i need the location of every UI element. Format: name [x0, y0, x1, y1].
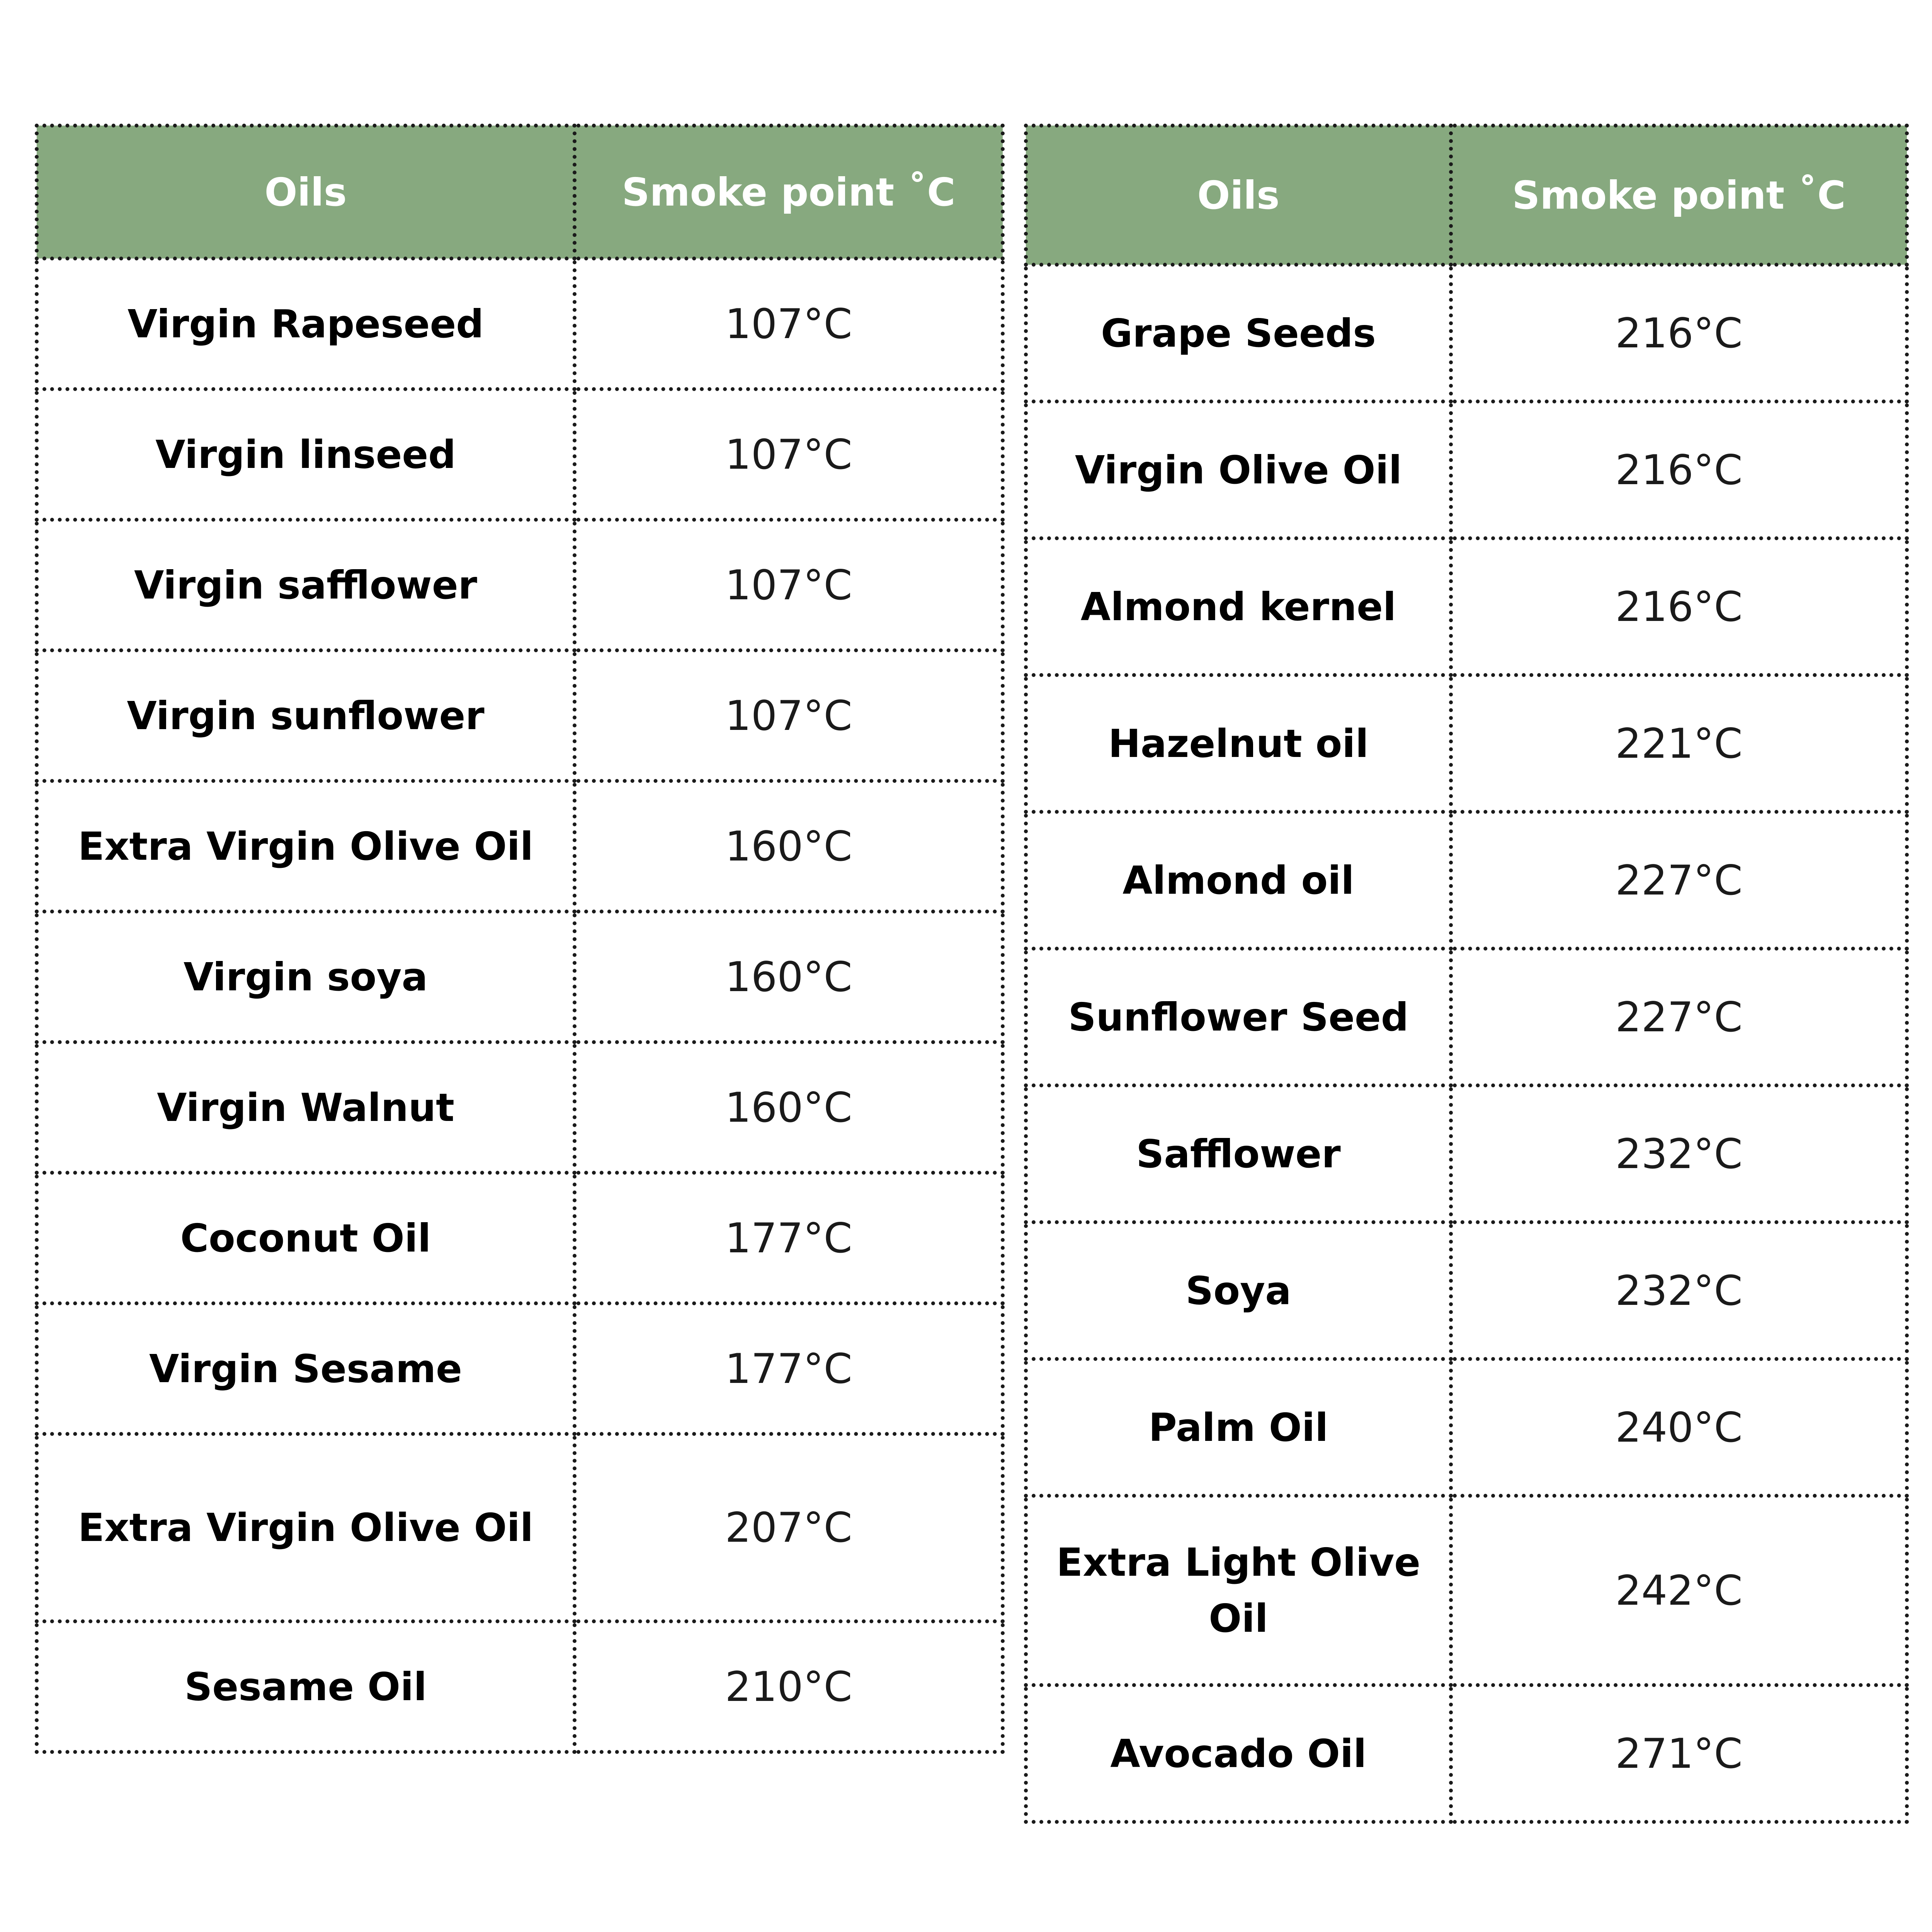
oil-name-cell: Extra Light Olive Oil	[1026, 1496, 1451, 1685]
smoke-point-cell: 160°C	[575, 912, 1003, 1042]
smoke-point-cell: 240°C	[1451, 1359, 1907, 1496]
oil-name-cell: Virgin Rapeseed	[37, 259, 575, 389]
column-header-smoke-point: Smoke point ˚C	[575, 126, 1003, 259]
left-smoke-point-table	[35, 124, 1005, 1754]
table-row	[37, 1621, 1003, 1752]
table-row	[1026, 1359, 1907, 1496]
table-row	[1026, 1496, 1907, 1685]
oil-name-cell: Almond kernel	[1026, 538, 1451, 675]
table-row	[37, 912, 1003, 1042]
oil-name-cell: Extra Virgin Olive Oil	[37, 781, 575, 912]
oil-name-cell: Almond oil	[1026, 812, 1451, 949]
oil-name-cell: Palm Oil	[1026, 1359, 1451, 1496]
oil-name-cell: Safflower	[1026, 1085, 1451, 1222]
table-row	[1026, 1085, 1907, 1222]
oil-name-cell: Grape Seeds	[1026, 265, 1451, 401]
smoke-point-cell: 177°C	[575, 1303, 1003, 1434]
column-header-oils: Oils	[1026, 126, 1451, 265]
smoke-point-cell: 207°C	[575, 1434, 1003, 1621]
table-row	[1026, 401, 1907, 538]
smoke-point-cell: 271°C	[1451, 1685, 1907, 1822]
oil-name-cell: Virgin soya	[37, 912, 575, 1042]
smoke-point-cell: 107°C	[575, 389, 1003, 520]
oil-name-cell: Coconut Oil	[37, 1173, 575, 1303]
header-row	[1026, 126, 1907, 265]
smoke-point-cell: 242°C	[1451, 1496, 1907, 1685]
table-row	[37, 1173, 1003, 1303]
smoke-point-cell: 210°C	[575, 1621, 1003, 1752]
smoke-point-cell: 227°C	[1451, 949, 1907, 1085]
oil-name-cell: Sunflower Seed	[1026, 949, 1451, 1085]
smoke-point-cell: 216°C	[1451, 538, 1907, 675]
table-row	[37, 389, 1003, 520]
smoke-point-cell: 221°C	[1451, 675, 1907, 812]
table-row	[1026, 538, 1907, 675]
oil-name-cell: Virgin safflower	[37, 520, 575, 650]
right-smoke-point-table	[1024, 124, 1909, 1824]
oil-name-cell: Soya	[1026, 1222, 1451, 1359]
oil-name-cell: Virgin Olive Oil	[1026, 401, 1451, 538]
table-row	[1026, 812, 1907, 949]
oil-name-cell: Virgin Sesame	[37, 1303, 575, 1434]
table-row	[37, 259, 1003, 389]
oil-name-cell: Virgin linseed	[37, 389, 575, 520]
table-row	[37, 1042, 1003, 1173]
table-row	[37, 650, 1003, 781]
table-row	[37, 520, 1003, 650]
smoke-point-cell: 107°C	[575, 259, 1003, 389]
oil-name-cell: Extra Virgin Olive Oil	[37, 1434, 575, 1621]
smoke-point-cell: 107°C	[575, 650, 1003, 781]
smoke-point-cell: 216°C	[1451, 265, 1907, 401]
smoke-point-cell: 177°C	[575, 1173, 1003, 1303]
smoke-point-cell: 227°C	[1451, 812, 1907, 949]
table-row	[37, 781, 1003, 912]
table-row	[1026, 675, 1907, 812]
smoke-point-cell: 160°C	[575, 781, 1003, 912]
table-row	[1026, 949, 1907, 1085]
smoke-point-cell: 160°C	[575, 1042, 1003, 1173]
table-row	[1026, 1685, 1907, 1822]
smoke-point-cell: 107°C	[575, 520, 1003, 650]
table-row	[1026, 1222, 1907, 1359]
oil-name-cell: Hazelnut oil	[1026, 675, 1451, 812]
header-row	[37, 126, 1003, 259]
table-row	[37, 1434, 1003, 1621]
table-row	[37, 1303, 1003, 1434]
smoke-point-cell: 232°C	[1451, 1085, 1907, 1222]
oil-name-cell: Sesame Oil	[37, 1621, 575, 1752]
column-header-oils: Oils	[37, 126, 575, 259]
oil-name-cell: Avocado Oil	[1026, 1685, 1451, 1822]
table-row	[1026, 265, 1907, 401]
column-header-smoke-point: Smoke point ˚C	[1451, 126, 1907, 265]
oil-name-cell: Virgin Walnut	[37, 1042, 575, 1173]
smoke-point-cell: 216°C	[1451, 401, 1907, 538]
oil-name-cell: Virgin sunflower	[37, 650, 575, 781]
smoke-point-cell: 232°C	[1451, 1222, 1907, 1359]
